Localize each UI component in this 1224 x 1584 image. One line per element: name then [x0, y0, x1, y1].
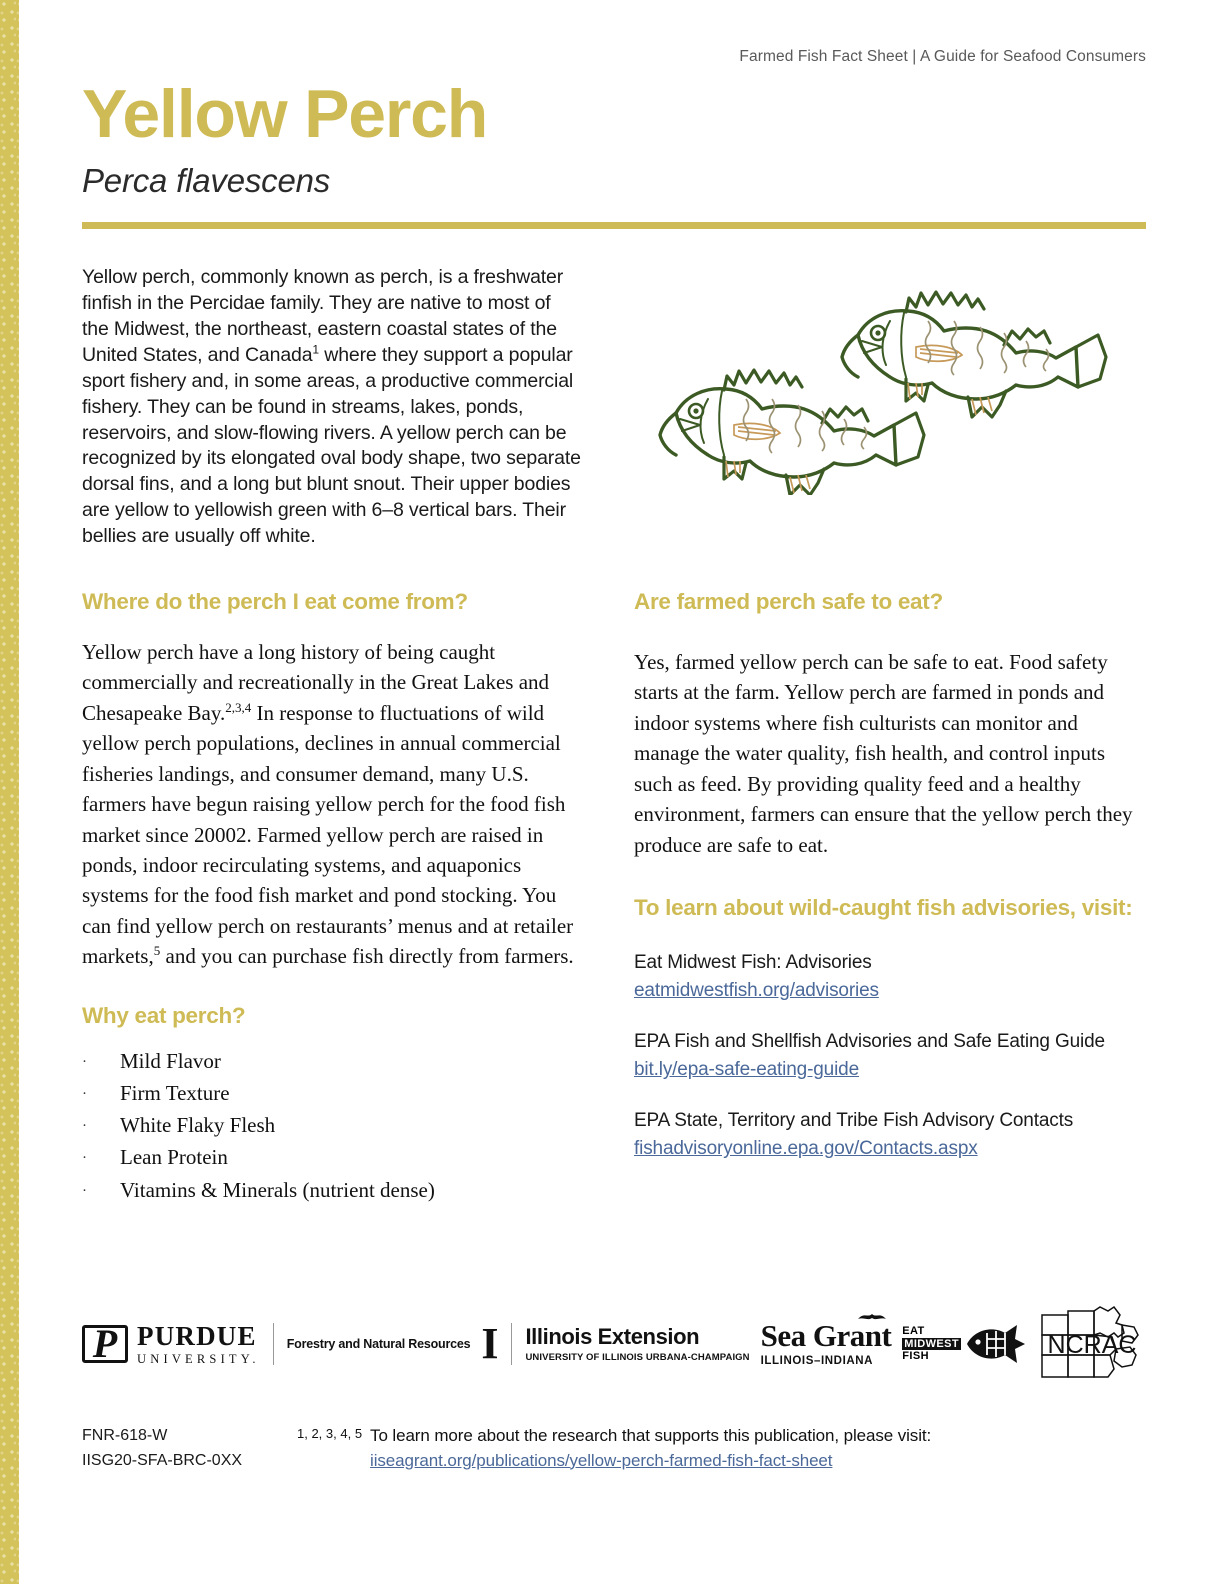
- eat-midwest-fish-logo: [902, 1321, 1027, 1367]
- list-item-label: Vitamins & Minerals (nutrient dense): [120, 1177, 435, 1202]
- scientific-name: Perca flavescens: [82, 162, 331, 199]
- left-column: [82, 588, 582, 1212]
- heading-are-farmed-perch-safe: Are farmed perch safe to eat?: [634, 589, 943, 615]
- list-item-label: Lean Protein: [120, 1145, 228, 1170]
- illustration-container: [582, 265, 1146, 550]
- paragraph-origin-part-1: Yellow perch have a long history of being caught commercially and recreationally in the Great Lakes and Chesapeake Bay.: [82, 639, 550, 725]
- yellow-perch-illustration: [606, 265, 1126, 495]
- illinois-extension-logo: [481, 1319, 750, 1369]
- paragraph-origin-part-3: and you can purchase fish directly from farmers.: [160, 944, 574, 969]
- purdue-p-icon: P: [82, 1325, 128, 1363]
- sea-grant-name: Sea Grant: [760, 1318, 892, 1354]
- emf-line-3: FISH: [902, 1350, 929, 1363]
- bullet-marker: ·: [82, 1085, 87, 1102]
- publication-code-fnr: FNR-618-W: [82, 1427, 168, 1444]
- purdue-wordmark: [137, 1320, 260, 1366]
- advisory-link-label: Eat Midwest Fish: Advisories: [634, 951, 872, 973]
- title-divider-rule: [82, 222, 1146, 229]
- footnote-ref-234: 2,3,4: [225, 699, 252, 715]
- purdue-name: PURDUE: [137, 1320, 257, 1351]
- paragraph-origin-part-2: In response to fluctuations of wild yellow perch populations, declines in annual commercial fisheries landings, and consumer demand, many U.S. farmers have begun raising yellow perch for the food fish market since 20002. Farmed yellow perch are raised in ponds, indoor recirculating systems, and aquaponics systems for the food fish market and pond stocking. You can find yellow perch on restaurants’ menus and at retailer markets,: [82, 700, 574, 969]
- list-item: [82, 1048, 582, 1074]
- advisory-link-label: EPA State, Territory and Tribe Fish Advisory Contacts: [634, 1109, 1074, 1131]
- two-column-body: [82, 588, 1146, 1212]
- sea-grant-wordmark: [760, 1318, 892, 1367]
- intro-section: [82, 265, 1146, 550]
- intro-paragraph-part-2: where they support a popular sport fishery and, in some areas, a productive commercial fishery. They can be found in streams, lakes, ponds, reservoirs, and slow-flowing rivers. A yellow perch can be recognized by its elongated oval body shape, two separate dorsal fins, and a long but blunt snout. Their upper bodies are yellow to yellowish green with 6–8 vertical bars. Their bellies are usually off white.: [82, 343, 581, 548]
- emf-line-1: EAT: [902, 1324, 925, 1337]
- footnote-markers: 1, 2, 3, 4, 5: [297, 1426, 363, 1441]
- page-footer: [82, 1424, 1146, 1474]
- logo-divider: [273, 1323, 274, 1365]
- footer-note-url[interactable]: iiseagrant.org/publications/yellow-perch-farmed-fish-fact-sheet: [370, 1450, 833, 1470]
- list-item: [82, 1115, 582, 1138]
- advisory-link-url[interactable]: bit.ly/epa-safe-eating-guide: [634, 1059, 859, 1081]
- paragraph-safety: Yes, farmed yellow perch can be safe to eat. Food safety starts at the farm. Yellow perch are farmed in ponds and indoor systems where fish culturists can monitor and manage the water quality, fish health, and control inputs such as feed. By providing quality feed and a healthy environment, farmers can ensure that the yellow perch they produce are safe to eat.: [634, 649, 1133, 857]
- list-item-label: White Flaky Flesh: [120, 1113, 276, 1138]
- list-item-label: Mild Flavor: [120, 1048, 221, 1073]
- ncrac-logo: [1038, 1303, 1146, 1385]
- benefits-list: [82, 1048, 582, 1203]
- list-item: [82, 1147, 582, 1170]
- sea-grant-logo: [760, 1318, 892, 1367]
- advisory-link-url[interactable]: eatmidwestfish.org/advisories: [634, 980, 879, 1002]
- emf-line-2: MIDWEST: [904, 1337, 960, 1350]
- intro-paragraph: [82, 265, 582, 550]
- illinois-block-i-icon: I: [481, 1319, 499, 1369]
- intro-paragraph-part-1: Yellow perch, commonly known as perch, is a freshwater finfish in the Percidae family. They are native to most of the Midwest, the northeast, eastern coastal states of the United States, and Canada: [82, 266, 564, 366]
- advisory-link-url[interactable]: fishadvisoryonline.epa.gov/Contacts.aspx: [634, 1138, 978, 1160]
- logo-divider: [511, 1323, 512, 1365]
- seagull-icon: [857, 1309, 887, 1325]
- footnote-ref-5: 5: [153, 943, 161, 959]
- advisory-link-block: [634, 949, 1134, 1006]
- advisory-link-block: [634, 1028, 1134, 1085]
- publication-codes: [82, 1424, 297, 1474]
- ncrac-name: NCRAC: [1047, 1331, 1137, 1359]
- ncrac-midwest-map-icon: [1038, 1303, 1146, 1385]
- bullet-marker: ·: [82, 1150, 87, 1167]
- page-kicker: Farmed Fish Fact Sheet | A Guide for Seafood Consumers: [739, 48, 1146, 65]
- advisory-link-block: [634, 1107, 1134, 1164]
- eat-midwest-fish-wordmark: [902, 1325, 961, 1364]
- footer-note-text: To learn more about the research that supports this publication, please visit:: [370, 1426, 932, 1445]
- bullet-marker: ·: [82, 1118, 87, 1135]
- right-column: [634, 588, 1134, 1212]
- heading-why-eat-perch: Why eat perch?: [82, 1002, 246, 1028]
- heading-where-do-perch-come-from: Where do the perch I eat come from?: [82, 589, 468, 615]
- list-item: [82, 1080, 582, 1106]
- footer-note: [370, 1424, 931, 1473]
- page-title: Yellow Perch: [82, 76, 488, 152]
- heading-advisories: To learn about wild-caught fish advisories, visit:: [634, 895, 1133, 920]
- purdue-logo: [82, 1320, 471, 1366]
- illinois-subname: UNIVERSITY OF ILLINOIS URBANA-CHAMPAIGN: [525, 1351, 750, 1363]
- advisory-links: [634, 949, 1134, 1164]
- advisory-link-label: EPA Fish and Shellfish Advisories and Safe Eating Guide: [634, 1030, 1105, 1052]
- bullet-marker: ·: [82, 1182, 87, 1199]
- publication-code-iisg: IISG20-SFA-BRC-0XX: [82, 1451, 243, 1469]
- fish-silhouette-icon: [965, 1321, 1027, 1367]
- list-item: [82, 1177, 582, 1203]
- illinois-wordmark: [525, 1323, 750, 1363]
- partner-logos-row: [82, 1296, 1146, 1392]
- paragraph-origin: [82, 637, 582, 972]
- illinois-name: Illinois Extension: [525, 1323, 700, 1349]
- sea-grant-subname: ILLINOIS–INDIANA: [760, 1354, 874, 1367]
- footnote-ref-1: 1: [312, 342, 319, 357]
- purdue-unit-label: Forestry and Natural Resources: [286, 1337, 471, 1351]
- bullet-marker: ·: [82, 1053, 87, 1070]
- purdue-subname: UNIVERSITY.: [137, 1351, 260, 1366]
- list-item-label: Firm Texture: [120, 1080, 230, 1105]
